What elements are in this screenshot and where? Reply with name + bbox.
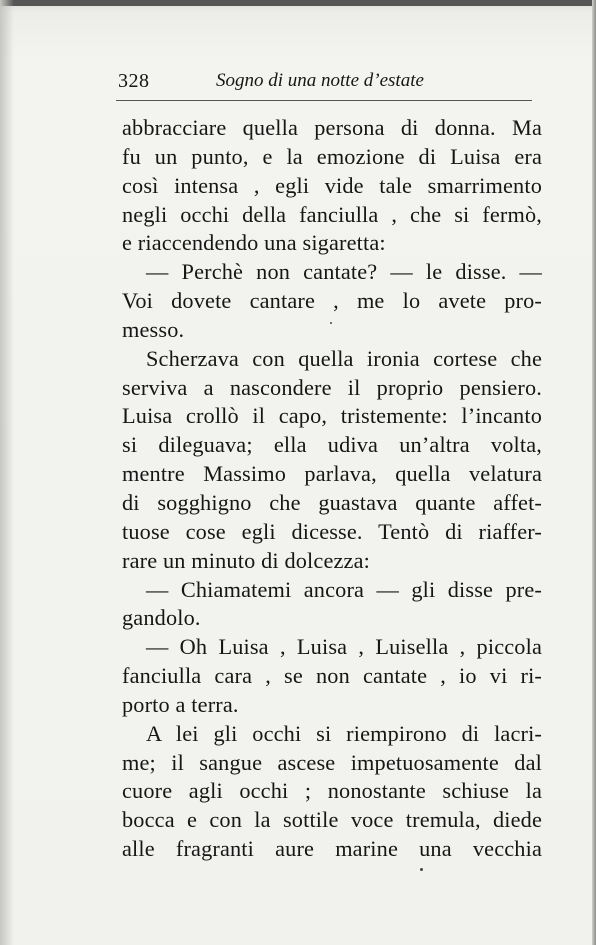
text-line: di sogghigno che guastava quante affet- <box>122 489 542 515</box>
text-line: così intensa , egli vide tale smarrimento <box>122 172 542 198</box>
text-line: abbracciare quella persona di donna. Ma <box>122 115 542 140</box>
text-line: A lei gli occhi si riempirono di lacri- <box>146 720 542 746</box>
print-speck <box>330 322 332 324</box>
text-line: messo. <box>122 316 185 342</box>
text-line: cuore agli occhi ; nonostante schiuse la <box>122 778 542 804</box>
text-line: fu un punto, e la emozione di Luisa era <box>122 143 542 169</box>
gutter-shadow <box>0 0 14 945</box>
text-line: rare un minuto di dolcezza: <box>122 547 370 573</box>
body-text <box>122 114 542 864</box>
page-number: 328 <box>118 70 150 92</box>
print-speck <box>420 868 423 871</box>
text-line: fanciulla cara , se non cantate , io vi ri- <box>122 663 542 689</box>
page-top-edge <box>0 0 596 6</box>
text-line: negli occhi della fanciulla , che si fermò, <box>122 201 542 227</box>
header-rule <box>116 100 532 101</box>
text-line: bocca e con la sottile voce tremula, diede <box>122 807 542 833</box>
text-line: gandolo. <box>122 605 201 631</box>
running-title: Sogno di una notte d’estate <box>216 70 424 91</box>
running-head <box>118 66 440 96</box>
text-line: Voi dovete cantare , me lo avete pro- <box>122 288 542 314</box>
text-line: — Chiamatemi ancora — gli disse pre- <box>146 576 542 602</box>
text-line: tuose cose egli dicesse. Tentò di riaffer- <box>122 518 542 544</box>
text-line: mentre Massimo parlava, quella velatura <box>122 461 542 487</box>
text-line: alle fragranti aure marine una vecchia <box>122 836 542 862</box>
text-line: — Perchè non cantate? — le disse. — <box>146 259 542 285</box>
text-line: serviva a nascondere il proprio pensiero. <box>122 374 542 400</box>
page-right-edge <box>592 0 596 945</box>
text-line: Luisa crollò il capo, tristemente: l’incanto <box>122 403 542 429</box>
text-line: Scherzava con quella ironia cortese che <box>146 345 542 371</box>
text-line: porto a terra. <box>122 691 239 717</box>
text-line: e riaccendendo una sigaretta: <box>122 230 386 256</box>
text-line: si dileguava; ella udiva un’altra volta, <box>122 432 542 458</box>
text-line: — Oh Luisa , Luisa , Luisella , piccola <box>146 634 542 660</box>
text-line: me; il sangue ascese impetuosamente dal <box>122 749 542 775</box>
